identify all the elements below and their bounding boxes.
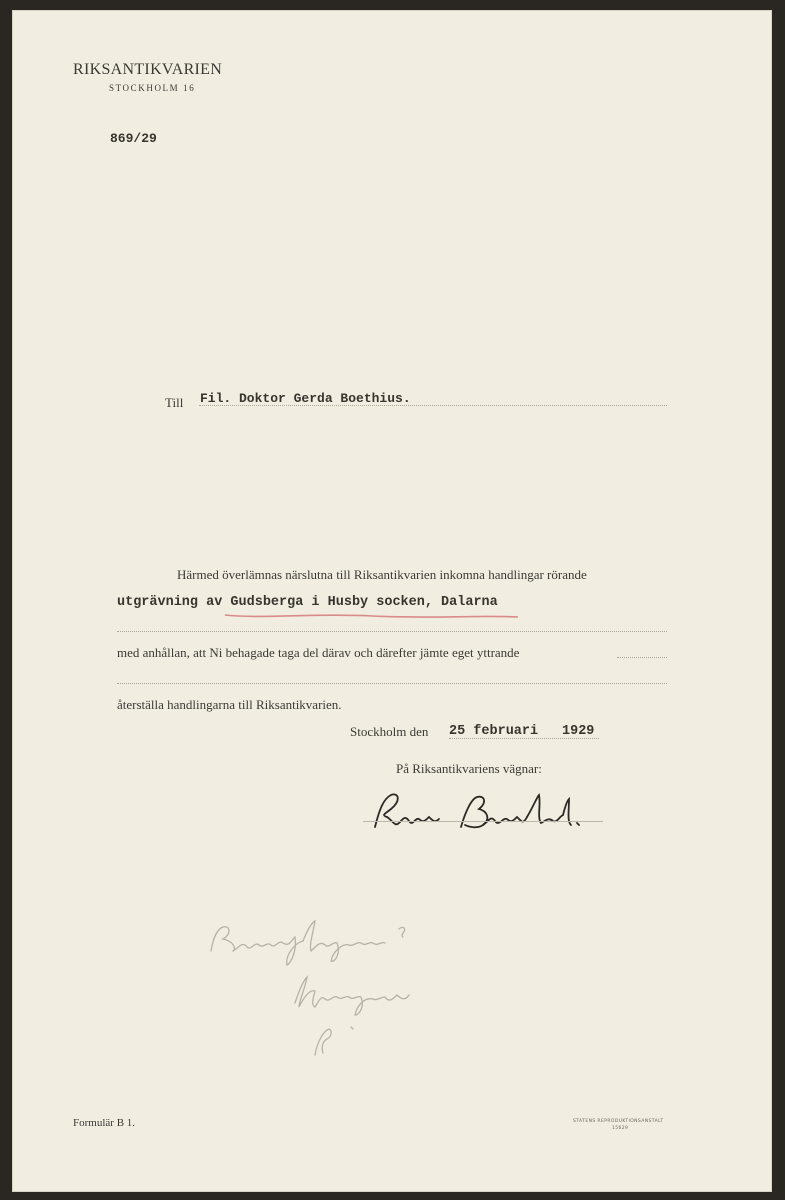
reference-number: 869/29 (110, 131, 157, 146)
signoff-text: På Riksantikvariens vägnar: (396, 761, 542, 776)
addressee-line (199, 405, 667, 406)
footer-printer: STATENS REPRODUKTIONSANSTALT (573, 1119, 664, 1124)
letterhead-city: STOCKHOLM 16 (109, 83, 196, 93)
footer-printer-code: 15629 (612, 1126, 629, 1131)
footer-form: Formulär B 1. (73, 1117, 136, 1129)
subject-line-fill (117, 631, 667, 632)
body-subject: utgrävning av Gudsberga i Husby socken, Dalarna (117, 595, 498, 610)
body-line-2: med anhållan, att Ni behagade taga del därav och därefter jämte eget yttrande (117, 645, 520, 660)
body-line-3: återställa handlingarna till Riksantikvarien. (117, 697, 342, 712)
blank-line (117, 683, 667, 684)
document-sheet (12, 10, 772, 1192)
addressee-name: Fil. Doktor Gerda Boethius. (200, 391, 411, 406)
body-line-2-fill (617, 657, 667, 658)
dateline-year: 1929 (562, 724, 595, 739)
dateline-dots (449, 738, 599, 739)
dateline-day-month: 25 februari (449, 724, 539, 739)
pencil-annotation-drawing (203, 911, 443, 1061)
addressee-prefix: Till (165, 395, 184, 410)
signature-line (363, 821, 603, 822)
body-line-1: Härmed överlämnas närslutna till Riksantikvarien inkomna handlingar rörande (177, 567, 587, 582)
letterhead-org: RIKSANTIKVARIEN (73, 61, 223, 78)
subject-underline-mark (223, 609, 523, 623)
signature-drawing (361, 787, 601, 837)
dateline-place: Stockholm den (350, 724, 429, 739)
